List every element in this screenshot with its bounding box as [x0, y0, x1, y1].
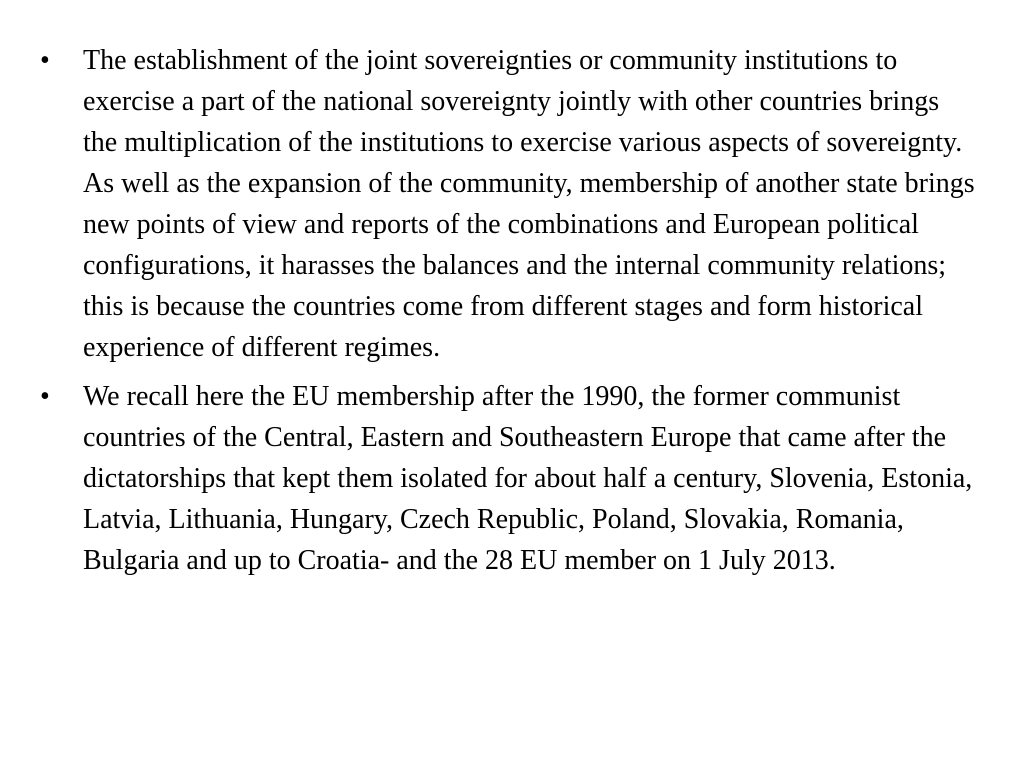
bullet-point-icon: •: [40, 381, 50, 412]
bullet-text-1: The establishment of the joint sovereignties or community institutions to exercise a part of the national sovereignty jointly with other countries brings the multiplication of the institutions to exercise various aspects of sovereignty. As well as the expansion of the community, membership of another state brings new points of view and reports of the combinations and European political configurations, it harasses the balances and the internal community relations; this is because the countries come from different stages and form historical experience of different regimes.: [83, 45, 975, 363]
bullet-text-2: We recall here the EU membership after the 1990, the former communist countries of the Central, Eastern and Southeastern Europe that came after the dictatorships that kept them isolated for about half a century, Slovenia, Estonia, Latvia, Lithuania, Hungary, Czech Republic, Poland, Slovakia, Romania, Bulgaria and up to Croatia- and the 28 EU member on 1 July 2013.: [83, 381, 973, 576]
bullet-item-1: [40, 40, 980, 368]
bullet-point-icon: •: [40, 45, 50, 76]
bullet-list: [40, 40, 980, 589]
bullet-item-2: [40, 376, 980, 581]
